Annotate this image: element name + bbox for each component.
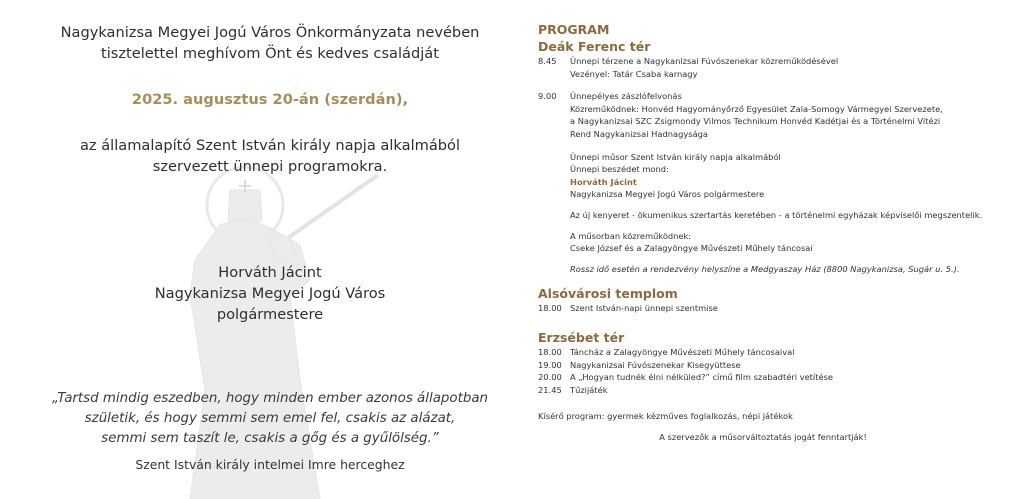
event-time: 9.00 [538,91,557,102]
program-title: PROGRAM [538,22,610,37]
program-text: Nagykanizsa Megyei Jogú Város polgármestere [570,189,765,200]
program-text: Ünnepi műsor Szent István király napja alkalmából [570,151,781,162]
invitation-line-3: az államalapító Szent István király napja alkalmából [79,137,461,154]
schedule-row [538,346,1018,359]
event-description [570,90,1018,140]
signer-title: polgármestere [216,306,324,323]
disclaimer: A szervezők a műsorváltoztatás jogát fenntartják! [659,431,867,442]
program-text: Cseke József és a Zalagyöngye Művészeti Műhely táncosai [570,243,813,254]
invitation-line-2: tisztelettel meghívom Önt és kedves családját [101,45,439,62]
program-text: A műsorban közreműködnek: [570,230,692,241]
event-line: Vezényel: Tatár Csaba karnagy [570,68,698,79]
event-line: Közreműködnek: Honvéd Hagyományőrző Egyesület Zala-Somogy Vármegyei Szervezete, [570,103,943,114]
event-time: 20.00 [538,372,562,383]
quote [0,389,540,449]
invitation-line-4: szervezett ünnepi programokra. [152,158,388,175]
event-description: Szent István-napi ünnepi szentmise [570,303,718,314]
schedule-row [538,384,1018,397]
location-deak-ferenc-ter: Deák Ferenc tér [538,39,651,54]
quote-line-3: semmi sem taszít le, csakis a gőg és a gyűlölség.” [101,431,439,446]
quote-source: Szent István király intelmei Imre herceghez [135,457,405,472]
event-line: Rend Nagykanizsai Hadnagysága [570,128,709,139]
event-description: Nagykanizsai Fúvószenekar Kisegyüttese [570,359,741,370]
program-panel [538,22,1018,443]
event-description: Tűzijáték [570,384,608,395]
quote-line-2: születik, és hogy semmi sem emel fel, csakis az alázat, [84,411,456,426]
event-description: Táncház a Zalagyöngye Művészeti Műhely táncosaival [570,346,795,357]
event-date: 2025. augusztus 20-án (szerdán), [131,91,409,108]
event-line: Ünnepi térzene a Nagykanizsai Fúvószenekar közreműködésével [570,56,839,66]
signer-organization: Nagykanizsa Megyei Jogú Város [154,285,386,302]
location-erzsebet-ter: Erzsébet tér [538,329,625,345]
event-description [570,55,1018,80]
program-text: Az új kenyeret - ökumenikus szertartás keretében - a történelmi egyházak képviselői megszentelik. [570,209,983,220]
quote-line-1: „Tartsd mindig eszedben, hogy minden ember azonos állapotban [51,391,489,406]
event-time: 19.00 [538,359,562,370]
event-time: 8.45 [538,56,557,66]
invitation-line-1: Nagykanizsa Megyei Jogú Város Önkormányzata nevében [60,24,480,41]
signer-name: Horváth Jácint [218,264,322,281]
side-program: Kísérő program: gyermek kézműves foglalkozás, népi játékok [538,411,793,422]
event-line: a Nagykanizsai SZC Zsigmondy Vilmos Technikum Honvéd Kadétjai és a Történelmi Vitézi [570,116,941,127]
speaker-name: Horváth Jácint [570,176,637,187]
schedule-row [538,55,1018,80]
event-line: Ünnepélyes zászlófelvonás [570,91,682,102]
program-text: Ünnepi beszédet mond: [570,164,669,175]
event-time: 21.45 [538,384,562,395]
event-time: 18.00 [538,303,562,314]
schedule-row [538,302,1018,315]
schedule-row [538,371,1018,384]
event-description: A „Hogyan tudnék élni nélküled?” című film szabadtéri vetítése [570,372,834,383]
schedule-row [538,90,1018,140]
bad-weather-note: Rossz idő esetén a rendezvény helyszíne a Medgyaszay Ház (8800 Nagykanizsa, Sugár u. 5.). [570,263,960,274]
schedule-row [538,359,1018,372]
location-alsovarosi-templom: Alsóvárosi templom [538,286,678,302]
event-time: 18.00 [538,346,562,357]
